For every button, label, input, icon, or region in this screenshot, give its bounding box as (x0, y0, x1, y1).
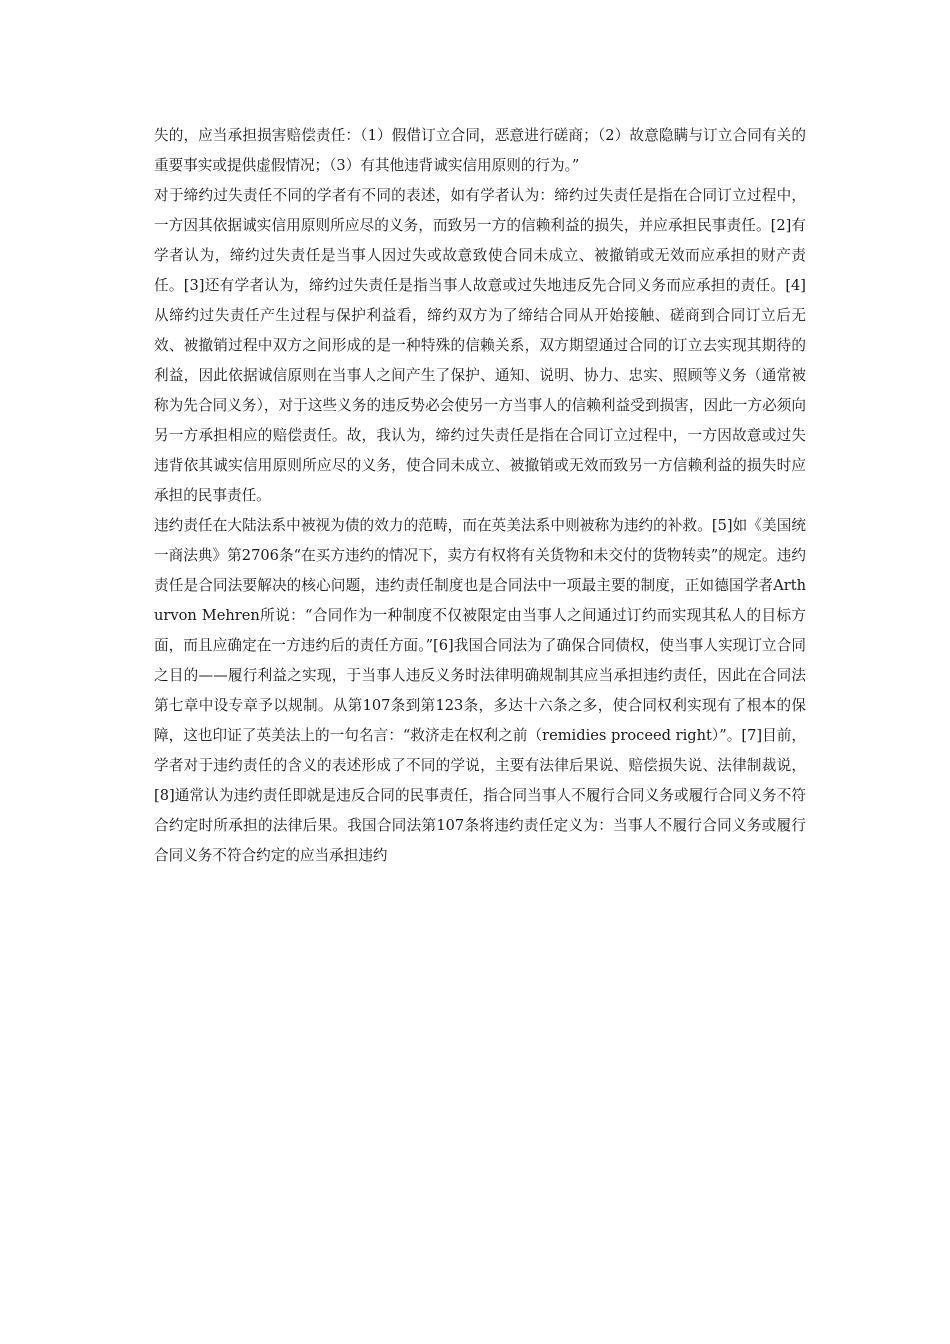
paragraph-3: 违约责任在大陆法系中被视为债的效力的范畴，而在英美法系中则被称为违约的补救。[5]如《美国统一商法典》第2706条“在买方违约的情况下，卖方有权将有关货物和未交付的货物转卖”的规定。违约责任是合同法要解决的核心问题，违约责任制度也是合同法中一项最主要的制度，正如德国学者Arthurvon Mehren所说：“合同作为一种制度不仅被限定由当事人之间通过订约而实现其私人的目标方面，而且应确定在一方违约后的责任方面。”[6]我国合同法为了确保合同债权，使当事人实现订立合同之目的——履行利益之实现，于当事人违反义务时法律明确规制其应当承担违约责任，因此在合同法第七章中设专章予以规制。从第107条到第123条，多达十六条之多，使合同权利实现有了根本的保障，这也印证了英美法上的一句名言：“救济走在权利之前（remidies proceed right）”。[7]目前，学者对于违约责任的含义的表述形成了不同的学说，主要有法律后果说、赔偿损失说、法律制裁说，[8]通常认为违约责任即就是违反合同的民事责任，指合同当事人不履行合同义务或履行合同义务不符合约定时所承担的法律后果。我国合同法第107条将违约责任定义为：当事人不履行合同义务或履行合同义务不符合约定的应当承担违约 (154, 517, 806, 864)
paragraph-1: 失的，应当承担损害赔偿责任：（1）假借订立合同，恶意进行磋商；（2）故意隐瞒与订立合同有关的重要事实或提供虚假情况；（3）有其他违背诚实信用原则的行为。” (154, 127, 806, 174)
document-body (154, 121, 806, 871)
paragraph-2: 对于缔约过失责任不同的学者有不同的表述，如有学者认为：缔约过失责任是指在合同订立过程中，一方因其依据诚实信用原则所应尽的义务，而致另一方的信赖利益的损失，并应承担民事责任。[2]有学者认为，缔约过失责任是当事人因过失或故意致使合同未成立、被撤销或无效而应承担的财产责任。[3]还有学者认为，缔约过失责任是指当事人故意或过失地违反先合同义务而应承担的责任。[4]从缔约过失责任产生过程与保护利益看，缔约双方为了缔结合同从开始接触、磋商到合同订立后无效、被撤销过程中双方之间形成的是一种特殊的信赖关系，双方期望通过合同的订立去实现其期待的利益，因此依据诚信原则在当事人之间产生了保护、通知、说明、协力、忠实、照顾等义务（通常被称为先合同义务），对于这些义务的违反势必会使另一方当事人的信赖利益受到损害，因此一方必须向另一方承担相应的赔偿责任。故，我认为，缔约过失责任是指在合同订立过程中，一方因故意或过失违背依其诚实信用原则所应尽的义务，使合同未成立、被撤销或无效而致另一方信赖利益的损失时应承担的民事责任。 (154, 187, 806, 504)
